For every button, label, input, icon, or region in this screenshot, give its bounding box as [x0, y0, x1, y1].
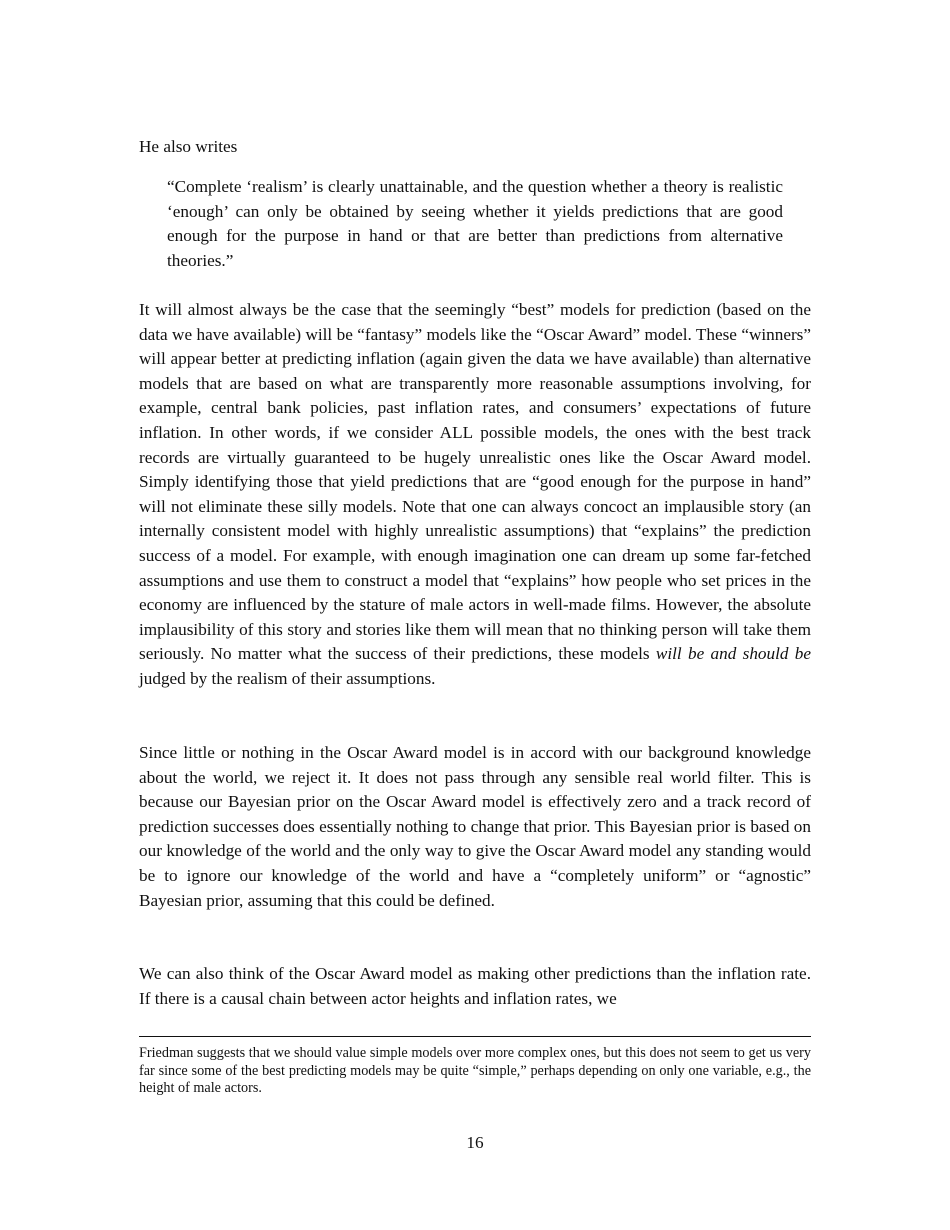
- paragraph-1-text-end: judged by the realism of their assumptions.: [139, 668, 436, 688]
- page-number: 16: [466, 1133, 484, 1152]
- footnote-separator: [139, 1036, 811, 1037]
- block-quote: “Complete ‘realism’ is clearly unattainable, and the question whether a theory is realistic ‘enough’ can only be obtained by seeing whether it yields predictions that are good enough for the purpose in hand or that are better than predictions from alternative theories.”: [167, 177, 783, 270]
- paragraph-3: We can also think of the Oscar Award model as making other predictions than the inflation rate. If there is a causal chain between actor heights and inflation rates, we: [139, 964, 811, 1008]
- paragraph-2: Since little or nothing in the Oscar Award model is in accord with our background knowledge about the world, we reject it. It does not pass through any sensible real world filter. This is because our Bayesian prior on the Oscar Award model is effectively zero and a track record of prediction successes does essentially nothing to change that prior. This Bayesian prior is based on our knowledge of the world and the only way to give the Oscar Award model any standing would be to ignore our knowledge of the world and have a “completely uniform” or “agnostic” Bayesian prior, assuming that this could be defined.: [139, 743, 811, 910]
- footnote: Friedman suggests that we should value simple models over more complex ones, but this does not seem to get us very far since some of the best predicting models may be quite “simple,” perhaps depending on only one variable, e.g., the height of male actors.: [139, 1045, 811, 1097]
- paragraph-1-text: It will almost always be the case that the seemingly “best” models for prediction (based on the data we have available) will be “fantasy” models like the “Oscar Award” model. These “winners” will appear better at predicting inflation (again given the data we have available) than alternative models that are based on what are transparently more reasonable assumptions involving, for example, central bank policies, past inflation rates, and consumers’ expectations of future inflation. In other words, if we consider ALL possible models, the ones with the best track records are virtually guaranteed to be hugely unrealistic ones like the Oscar Award model. Simply identifying those that yield predictions that are “good enough for the purpose in hand” will not eliminate these silly models. Note that one can always concoct an implausible story (an internally consistent model with highly unrealistic assumptions) that “explains” the prediction success of a model. For example, with enough imagination one can dream up some far-fetched assumptions and use them to construct a model that “explains” how people who set prices in the economy are influenced by the stature of male actors in well-made films. However, the absolute implausibility of this story and stories like them will mean that no thinking person will take them seriously. No matter what the success of their predictions, these models: [139, 300, 811, 664]
- intro-line: He also writes: [139, 137, 238, 156]
- paragraph-1-emphasis: will be and should be: [655, 644, 812, 664]
- paragraph-1: [139, 298, 811, 692]
